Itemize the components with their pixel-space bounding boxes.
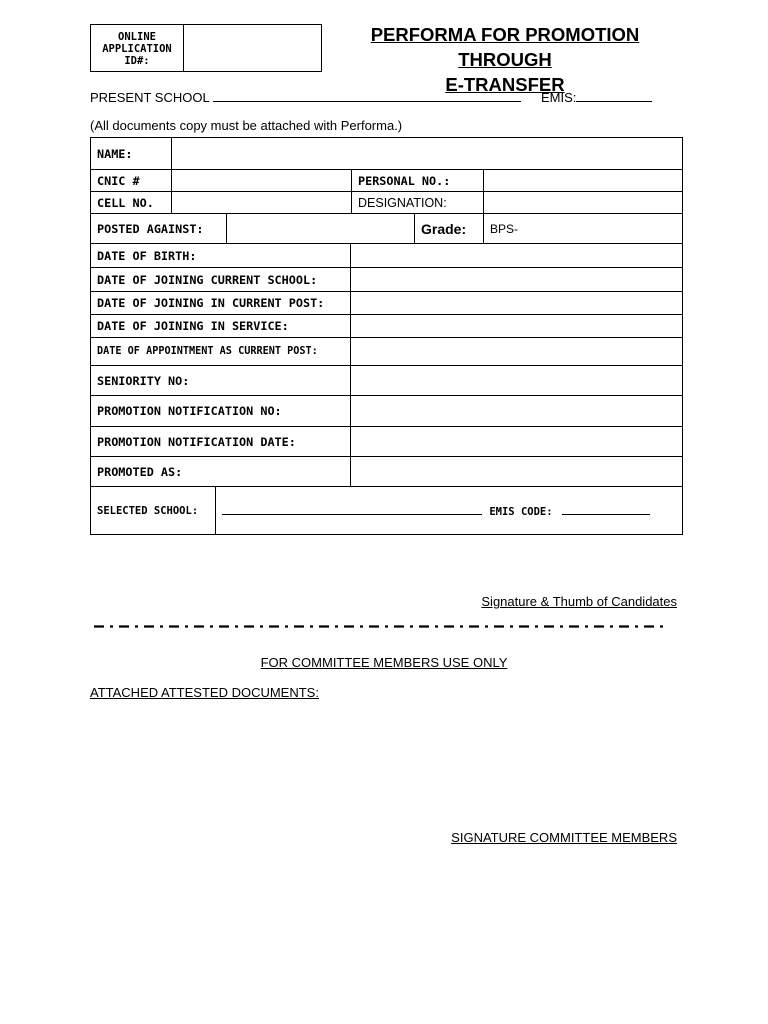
selected-school-field[interactable] [222, 513, 482, 515]
promoted-as-field[interactable] [351, 457, 683, 487]
selected-school-label: SELECTED SCHOOL: [91, 487, 216, 535]
cnic-label: CNIC # [91, 170, 172, 192]
selected-school-cell [216, 487, 683, 535]
personal-no-label: PERSONAL NO.: [352, 170, 484, 192]
promoted-as-label: PROMOTED AS: [91, 457, 351, 487]
application-id-label: ONLINE APPLICATION ID#: [91, 25, 184, 71]
promotion-notification-date-field[interactable] [351, 427, 683, 457]
application-id-box [90, 24, 322, 72]
present-school-label: PRESENT SCHOOL [90, 90, 210, 105]
cnic-field[interactable] [172, 170, 352, 192]
doj-service-label: DATE OF JOINING IN SERVICE: [91, 315, 351, 338]
attachment-note: (All documents copy must be attached with Performa.) [90, 118, 403, 133]
posted-against-field[interactable] [227, 214, 415, 244]
promotion-notification-date-label: PROMOTION NOTIFICATION DATE: [91, 427, 351, 457]
date-of-birth-field[interactable] [351, 244, 683, 268]
promotion-notification-no-label: PROMOTION NOTIFICATION NO: [91, 396, 351, 427]
doj-current-school-label: DATE OF JOINING CURRENT SCHOOL: [91, 268, 351, 292]
emis-code-field[interactable] [562, 513, 650, 515]
details-table-dates [90, 243, 683, 487]
cell-no-field[interactable] [172, 192, 352, 214]
designation-label: DESIGNATION: [352, 192, 484, 214]
promotion-notification-no-field[interactable] [351, 396, 683, 427]
present-school-row [90, 90, 521, 105]
committee-heading: FOR COMMITTEE MEMBERS USE ONLY [260, 655, 508, 670]
doj-current-post-field[interactable] [351, 292, 683, 315]
present-school-field[interactable] [213, 100, 521, 102]
doj-current-post-label: DATE OF JOINING IN CURRENT POST: [91, 292, 351, 315]
date-of-birth-label: DATE OF BIRTH: [91, 244, 351, 268]
personal-no-field[interactable] [484, 170, 683, 192]
grade-field[interactable]: BPS- [484, 214, 683, 244]
selected-school-table [90, 486, 683, 535]
doa-current-post-label: DATE OF APPOINTMENT AS CURRENT POST: [91, 338, 351, 366]
emis-field[interactable] [576, 100, 652, 102]
name-label: NAME: [91, 138, 172, 170]
doj-current-school-field[interactable] [351, 268, 683, 292]
posted-against-label: POSTED AGAINST: [91, 214, 227, 244]
emis-label: EMIS: [541, 90, 577, 105]
title-line-2: E-TRANSFER [445, 74, 565, 95]
seniority-no-label: SENIORITY NO: [91, 366, 351, 396]
doa-current-post-field[interactable] [351, 338, 683, 366]
doj-service-field[interactable] [351, 315, 683, 338]
signature-thumb-candidates: Signature & Thumb of Candidates [481, 594, 677, 609]
grade-label: Grade: [415, 214, 484, 244]
signature-committee-members: SIGNATURE COMMITTEE MEMBERS [451, 830, 677, 845]
emis-row [541, 90, 652, 105]
name-field[interactable] [172, 138, 683, 170]
details-table-top [90, 137, 683, 244]
application-id-field[interactable] [184, 25, 321, 71]
designation-field[interactable] [484, 192, 683, 214]
cell-no-label: CELL NO. [91, 192, 172, 214]
form-title [332, 22, 678, 97]
cut-line-separator [94, 625, 666, 628]
seniority-no-field[interactable] [351, 366, 683, 396]
title-line-1: PERFORMA FOR PROMOTION THROUGH [370, 24, 640, 70]
emis-code-label: EMIS CODE: [489, 505, 553, 518]
attached-documents-heading: ATTACHED ATTESTED DOCUMENTS: [90, 685, 319, 700]
